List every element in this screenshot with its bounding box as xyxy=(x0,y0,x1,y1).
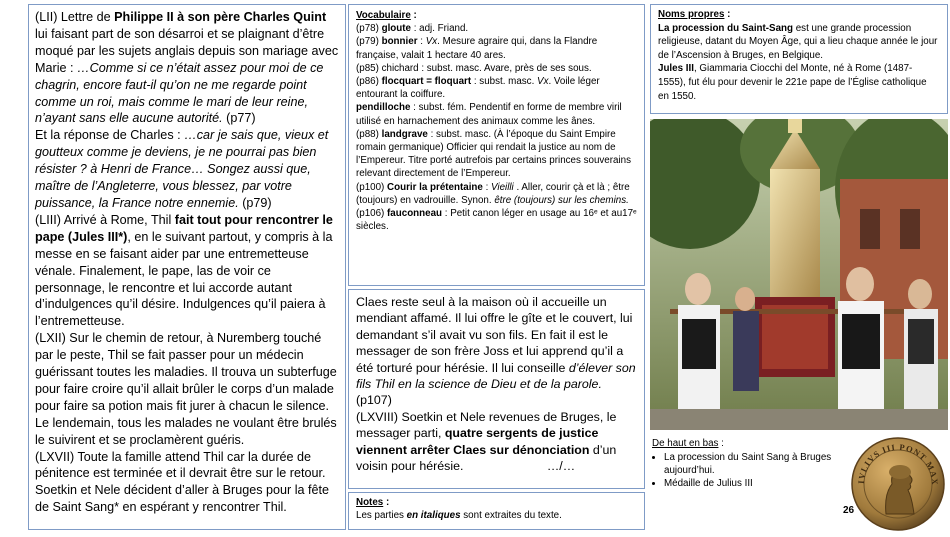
julius-iii-medal xyxy=(850,436,946,532)
caption-item: • Médaille de Julius III xyxy=(664,477,832,490)
proper-name-entry: La procession du Saint-Sang est une grande procession religieuse, datant du Moyen Âge, qui a lieu chaque année le jour de l’Ascension à Bruges, en Belgique. xyxy=(658,22,938,61)
vocab-entry: (p79) bonnier : Vx. Mesure agraire qui, dans la Flandre française, valait 1 hectare 40 ares. xyxy=(356,36,598,61)
bold-span: Philippe II à son père Charles Quint xyxy=(114,10,327,24)
text-span: , en le suivant partout, y compris à la messe en se faisant aider par une entremetteuse vénale. Finalement, le pape, las de voir ce personnage, le rencontre et lui accorde autant d’indulgences qu’il désire. Indulgences qu’il paiera à l’entremetteuse. xyxy=(35,229,333,329)
vocab-entry: (p100) Courir la prétentaine : Vieilli . Aller, courir çà et là ; être (toujours) en vadrouille. Synon. être (toujours) sur les chemins. xyxy=(356,181,630,206)
vocab-entry: (p85) chichard : subst. masc. Avare, près de ses sous. xyxy=(356,62,592,74)
paragraph-claes: Claes reste seul à la maison où il accueille un mendiant affamé. Il lui offre le gîte et le couvert, lui demandant s’il avait vu son fils. En fait il est le messager de son frère Joss et lui apprend qu’il a été torturé pour hérésie. Il lui conseille d’élever son fils Thil en la science de Dieu et de la parole. (p107) xyxy=(356,295,636,408)
caption-item: • La procession du Saint Sang à Bruges aujourd’hui. xyxy=(664,451,832,477)
vocab-entry: (p106) fauconneau : Petit canon léger en usage au 16ᵉ et au17ᵉ siècles. xyxy=(356,208,637,233)
image-caption xyxy=(652,437,832,490)
caption-list xyxy=(652,451,832,490)
proper-names-panel xyxy=(650,4,948,114)
vocab-entry: pendilloche : subst. fém. Pendentif en forme de membre viril utilisé en harnachement des animaux comme les ânes. xyxy=(356,102,622,127)
proper-name-entry: Jules III, Giammaria Ciocchi del Monte, né à Rome (1487-1555), fut élu pour devenir le 221e pape de l’Église catholique en 1550. xyxy=(658,63,927,102)
left-text-panel xyxy=(28,4,346,530)
paragraph-lxvii: (LXVII) Toute la famille attend Thil car la durée de pénitence est terminée et il devrait être sur le retour. Soetkin et Nele décident d’aller à Bruges pour la fête de Saint Sang* en espérant y rencontrer Thil. xyxy=(35,449,330,515)
text-span: (LIII) Arrivé à Rome, Thil xyxy=(35,212,175,227)
paragraph-liii xyxy=(35,212,339,330)
vocabulary-title: Vocabulaire : xyxy=(356,10,417,21)
text-span: (LII) Lettre de xyxy=(35,10,115,24)
notes-title: Notes : xyxy=(356,497,390,508)
vocab-entry: (p88) landgrave : subst. masc. (À l’époque du Saint Empire romain germanique) Officier qui rendait la justice au nom de l’Empereur. Titre porté autrefois par certains princes souverains relevant directement de l’Empereur. xyxy=(356,128,631,180)
continuation-mark: …/… xyxy=(546,459,576,474)
page-ref: (p79) xyxy=(238,195,272,210)
paragraph-lxii: (LXII) Sur le chemin de retour, à Nuremberg touché par le peste, Thil se fait passer pour un médecin guérissant toutes les maladies. Il trouva un subterfuge pour faire croire qu’il allait brûler le corps d’un malade pour faire sa potion mais fit jurer à chacun le silence. Le lendemain, tous les malades ne voulant être brulés le suivirent et se proclamèrent guéris. xyxy=(35,331,337,447)
proper-names-title: Noms propres : xyxy=(658,9,731,20)
notes-text: Les parties en italiques sont extraites du texte. xyxy=(356,510,562,521)
paragraph-lii xyxy=(35,9,339,127)
text-span: Et la réponse de Charles : xyxy=(35,128,185,143)
medal-inscription: IVLIVS III PONT MAX xyxy=(855,441,941,486)
caption-title: De haut en bas : xyxy=(652,438,724,449)
vocab-entry: (p78) gloute : adj. Friand. xyxy=(356,23,469,35)
bold-span: fait tout pour rencontrer le pape (Jules III*) xyxy=(35,212,333,244)
italic-quote: …car je sais que, vieux et goutteux comme je deviens, je ne pourrai pas bien résister ? à Henri de France… Songez aussi que, maître de l’Angleterre, vous blessez, par votre puissance, la France notre ennemie. xyxy=(35,128,329,210)
vocabulary-panel xyxy=(348,4,645,286)
story-panel xyxy=(348,289,645,489)
notes-panel xyxy=(348,492,645,530)
italic-quote: …Comme si ce n’était assez pour moi de ce chagrin, encore faut-il qu’on ne me regarde point comme un roi, mais comme le mari de leur reine, n’ayant sans elle aucune autorité. xyxy=(35,60,324,126)
vocab-entry: (p86) flocquart = floquart : subst. masc. Vx. Voile léger entourant la coiffure. xyxy=(356,76,600,101)
text-span: lui faisant part de son désarroi et se plaignant d’être moqué par les sujets anglais depuis son mariage avec Marie : xyxy=(35,26,339,75)
paragraph-charles-reply xyxy=(35,127,339,212)
page-number: 26 xyxy=(843,505,855,516)
page-ref: (p77) xyxy=(222,111,256,126)
paragraph-lxviii: (LXVIII) Soetkin et Nele revenues de Bruges, le messager parti, quatre sergents de justice viennent arrêter Claes sur dénonciation d’un voisin pour hérésie. …/… xyxy=(356,409,617,474)
procession-photo xyxy=(650,119,948,430)
